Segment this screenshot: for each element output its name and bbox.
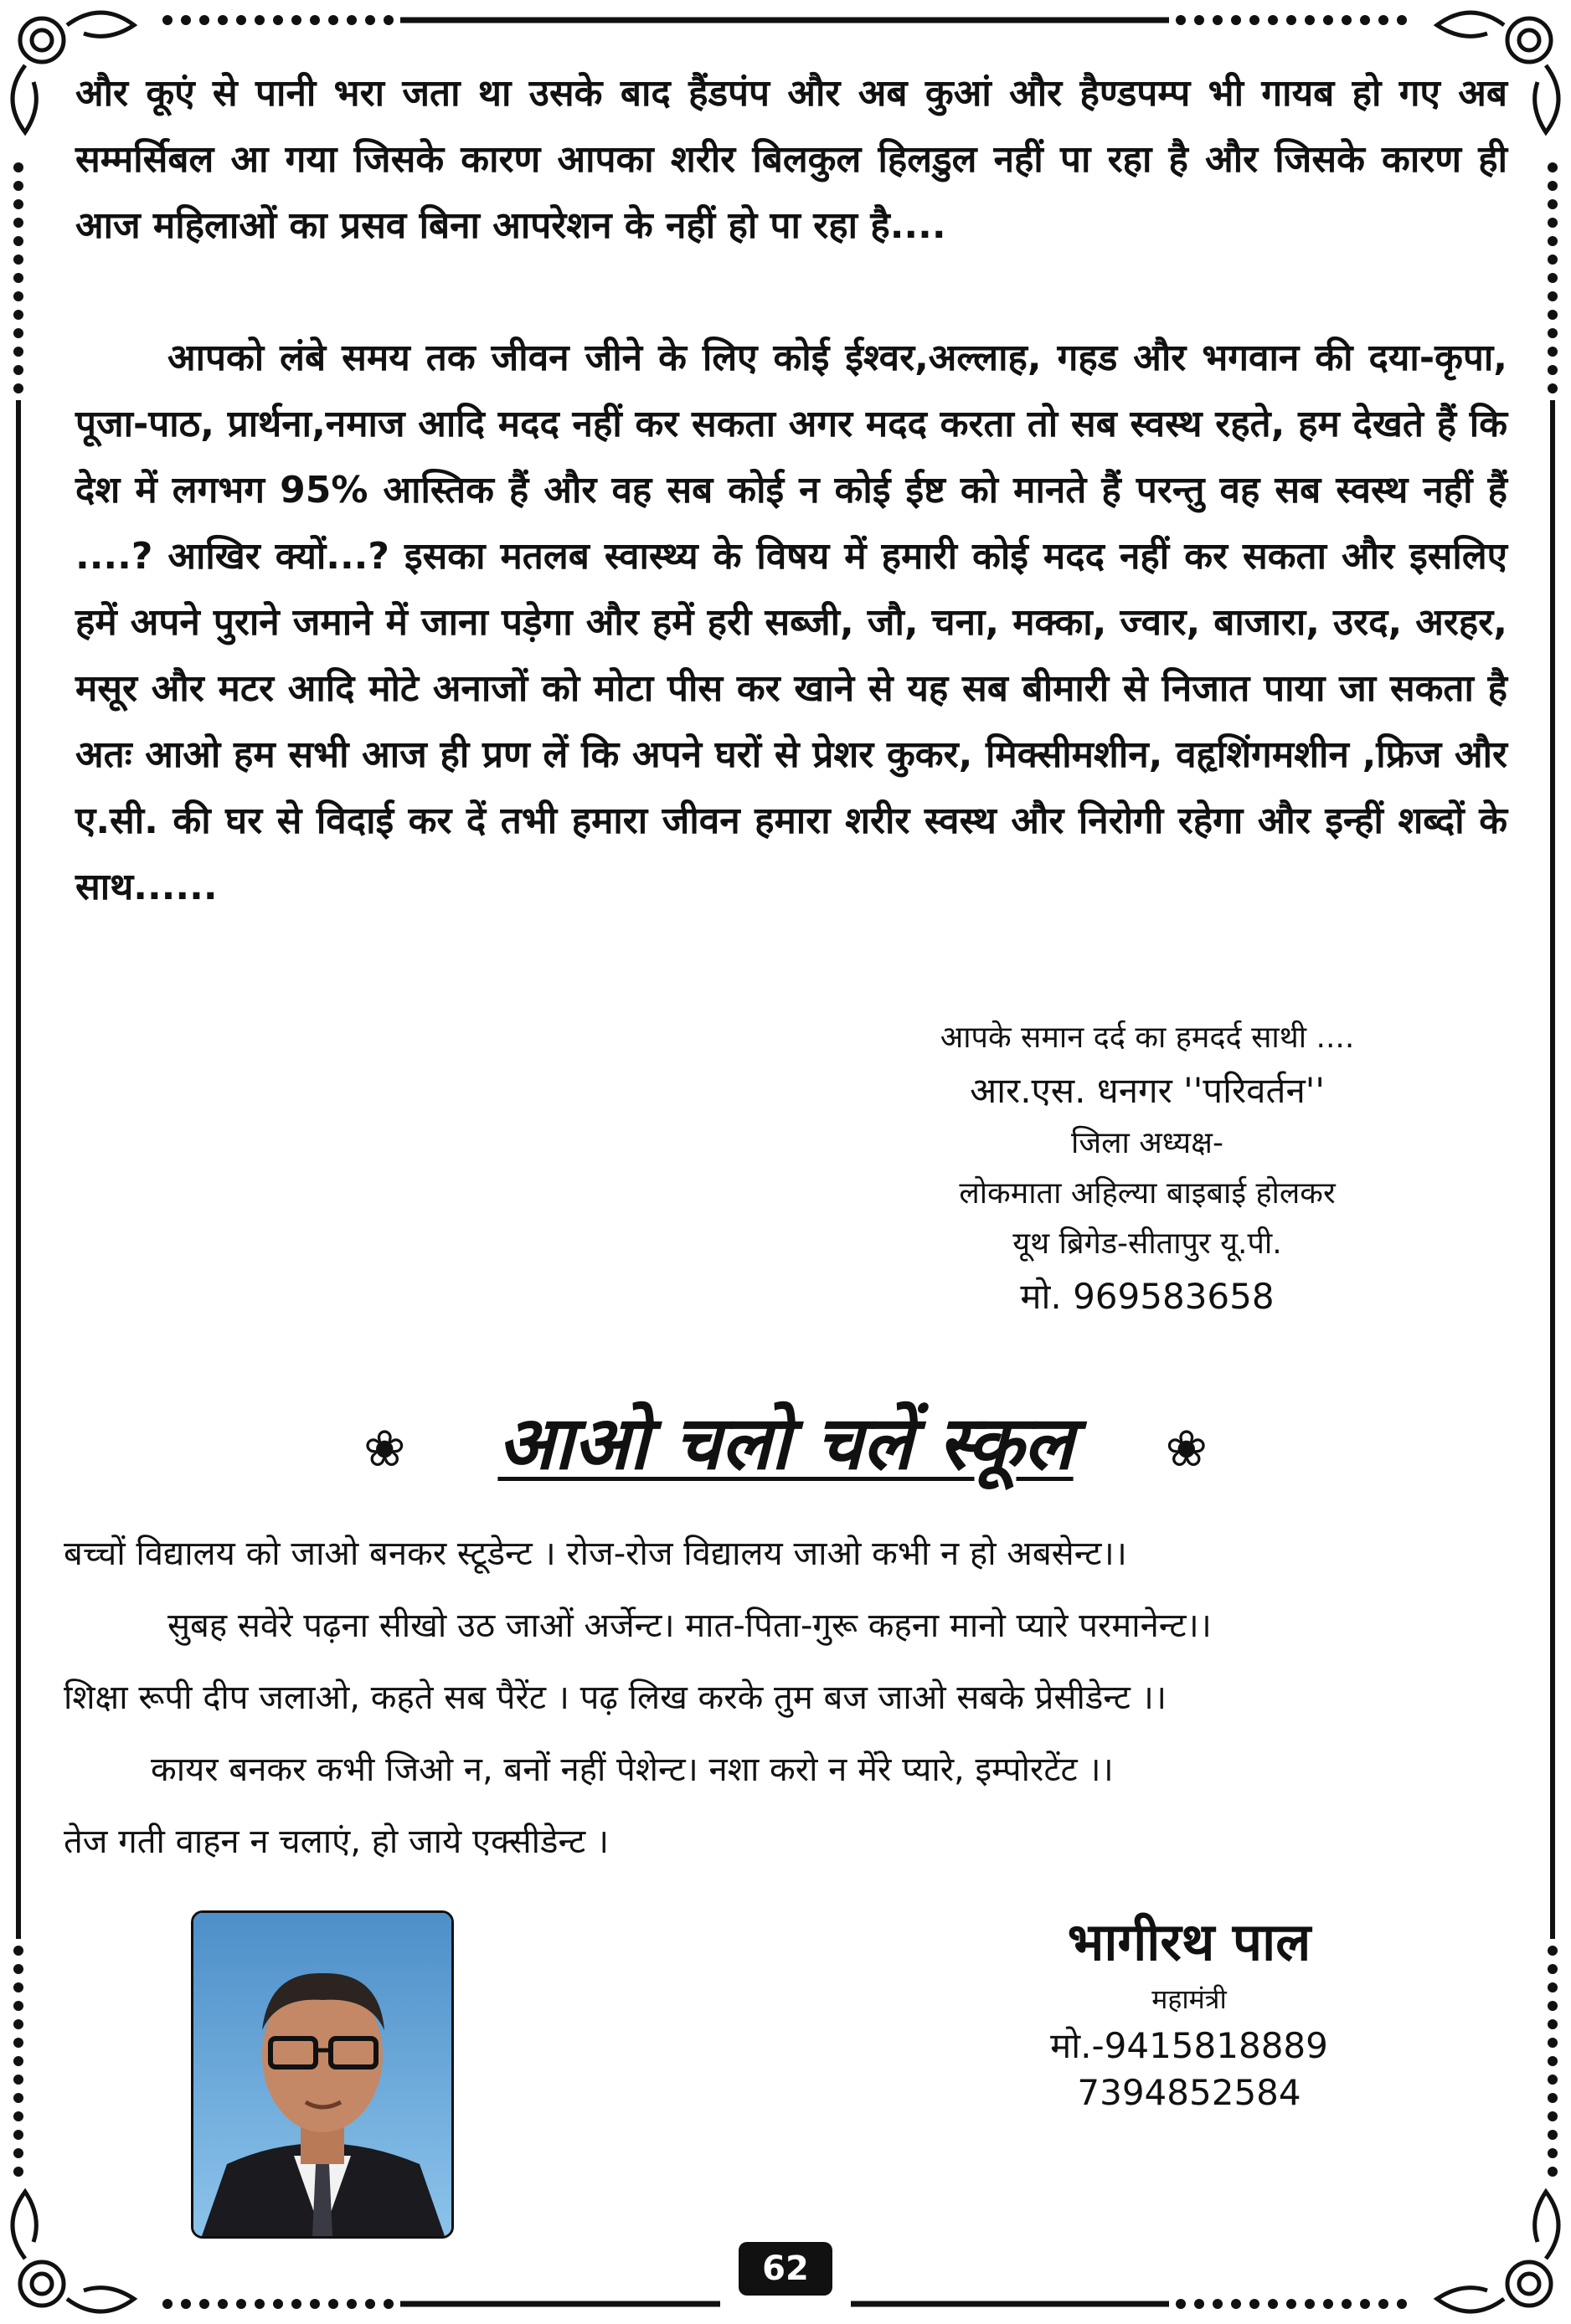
article-paragraph-1: और कूएं से पानी भरा जता था उसके बाद हैंडपंप और अब कुआं और हैण्डपम्प भी गायब हो गए अब सम्मर्सिबल आ गया जिसके कारण आपका शरीर बिलकुल हिलडुल नहीं पा रहा है और जिसके कारण ही आज महिलाओं का प्रसव बिना आपरेशन के नहीं हो पा रहा है.... xyxy=(75,72,1507,247)
poem-title: आओ चलो चलें स्कूल xyxy=(497,1399,1074,1486)
signoff-name: आर.एस. धनगर ''परिवर्तन'' xyxy=(970,1070,1325,1111)
signoff-organisation: लोकमाता अहिल्या बाइबाई होलकर xyxy=(959,1176,1336,1211)
signoff-greeting: आपके समान दर्द का हमदर्द साथी .... xyxy=(940,1021,1355,1055)
flower-icon: ❀ xyxy=(1165,1420,1208,1478)
author-phone-1: मो.-9415818889 xyxy=(1050,2025,1328,2066)
signoff-designation: जिला अध्यक्ष- xyxy=(1071,1126,1223,1160)
signoff-phone: मो. 969583658 xyxy=(1020,1276,1275,1317)
signoff-block xyxy=(854,1013,1440,1324)
poem-line: सुबह सवेरे पढ़ना सीखो उठ जाओं अर्जेन्ट। मात-पिता-गुरू कहना मानो प्यारे परमानेन्ट।। xyxy=(167,1607,1212,1645)
author-name: भागीरथ पाल xyxy=(1067,1911,1311,1972)
author-phone-2: 7394852584 xyxy=(1077,2072,1301,2113)
poem-title-block xyxy=(0,1390,1571,1490)
author-block xyxy=(988,1909,1390,2116)
flower-icon: ❀ xyxy=(363,1420,406,1478)
poem-line: बच्चों विद्यालय को जाओ बनकर स्टूडेन्ट । रोज-रोज विद्यालय जाओ कभी न हो अबसेन्ट।। xyxy=(64,1535,1127,1573)
poem-line: कायर बनकर कभी जिओ न, बनों नहीं पेशेन्ट। नशा करो न मेंरे प्यारे, इम्पोरटेंट ।। xyxy=(151,1751,1114,1789)
poem-line: तेज गती वाहन न चलाएं, हो जाये एक्सीडेन्ट । xyxy=(64,1823,610,1861)
author-photo xyxy=(191,1910,454,2239)
article-paragraph-2: आपको लंबे समय तक जीवन जीने के लिए कोई ईश्वर,अल्लाह, गहड और भगवान की दया-कृपा, पूजा-पाठ, प्रार्थना,नमाज आदि मदद नहीं कर सकता अगर मदद करता तो सब स्वस्थ रहते, हम देखते हैं कि देश में लगभग 95% आस्तिक हैं और वह सब कोई न कोई ईष्ट को मानते हैं परन्तु वह सब स्वस्थ नहीं हैं ....? आखिर क्यों...? इसका मतलब स्वास्थ्य के विषय में हमारी कोई मदद नहीं कर सकता और इसलिए हमें अपने पुराने जमाने में जाना पड़ेगा और हमें हरी सब्जी, जौ, चना, मक्का, ज्वार, बाजारा, उरद, अरहर, मसूर और मटर आदि मोटे अनाजों को मोटा पीस कर खाने से यह सब बीमारी से निजात पाया जा सकता है अतः आओ हम सभी आज ही प्रण लें कि अपने घरों से प्रेशर कुकर, मिक्सीमशीन, वहृशिंगमशीन ,फ्रिज और ए.सी. की घर से विदाई कर दें तभी हमारा जीवन हमारा शरीर स्वस्थ और निरोगी रहेगा और इन्हीं शब्दों के साथ...... xyxy=(75,337,1507,908)
poem-line: शिक्षा रूपी दीप जलाओ, कहते सब पैरेंट । पढ़ लिख करके तुम बज जाओ सबके प्रेसीडेन्ट ।। xyxy=(64,1679,1167,1717)
author-role: महामंत्री xyxy=(1151,1983,1227,2015)
signoff-brigade: यूथ ब्रिगेड-सीतापुर यू.पी. xyxy=(1012,1226,1282,1261)
page-number: 62 xyxy=(739,2242,832,2296)
